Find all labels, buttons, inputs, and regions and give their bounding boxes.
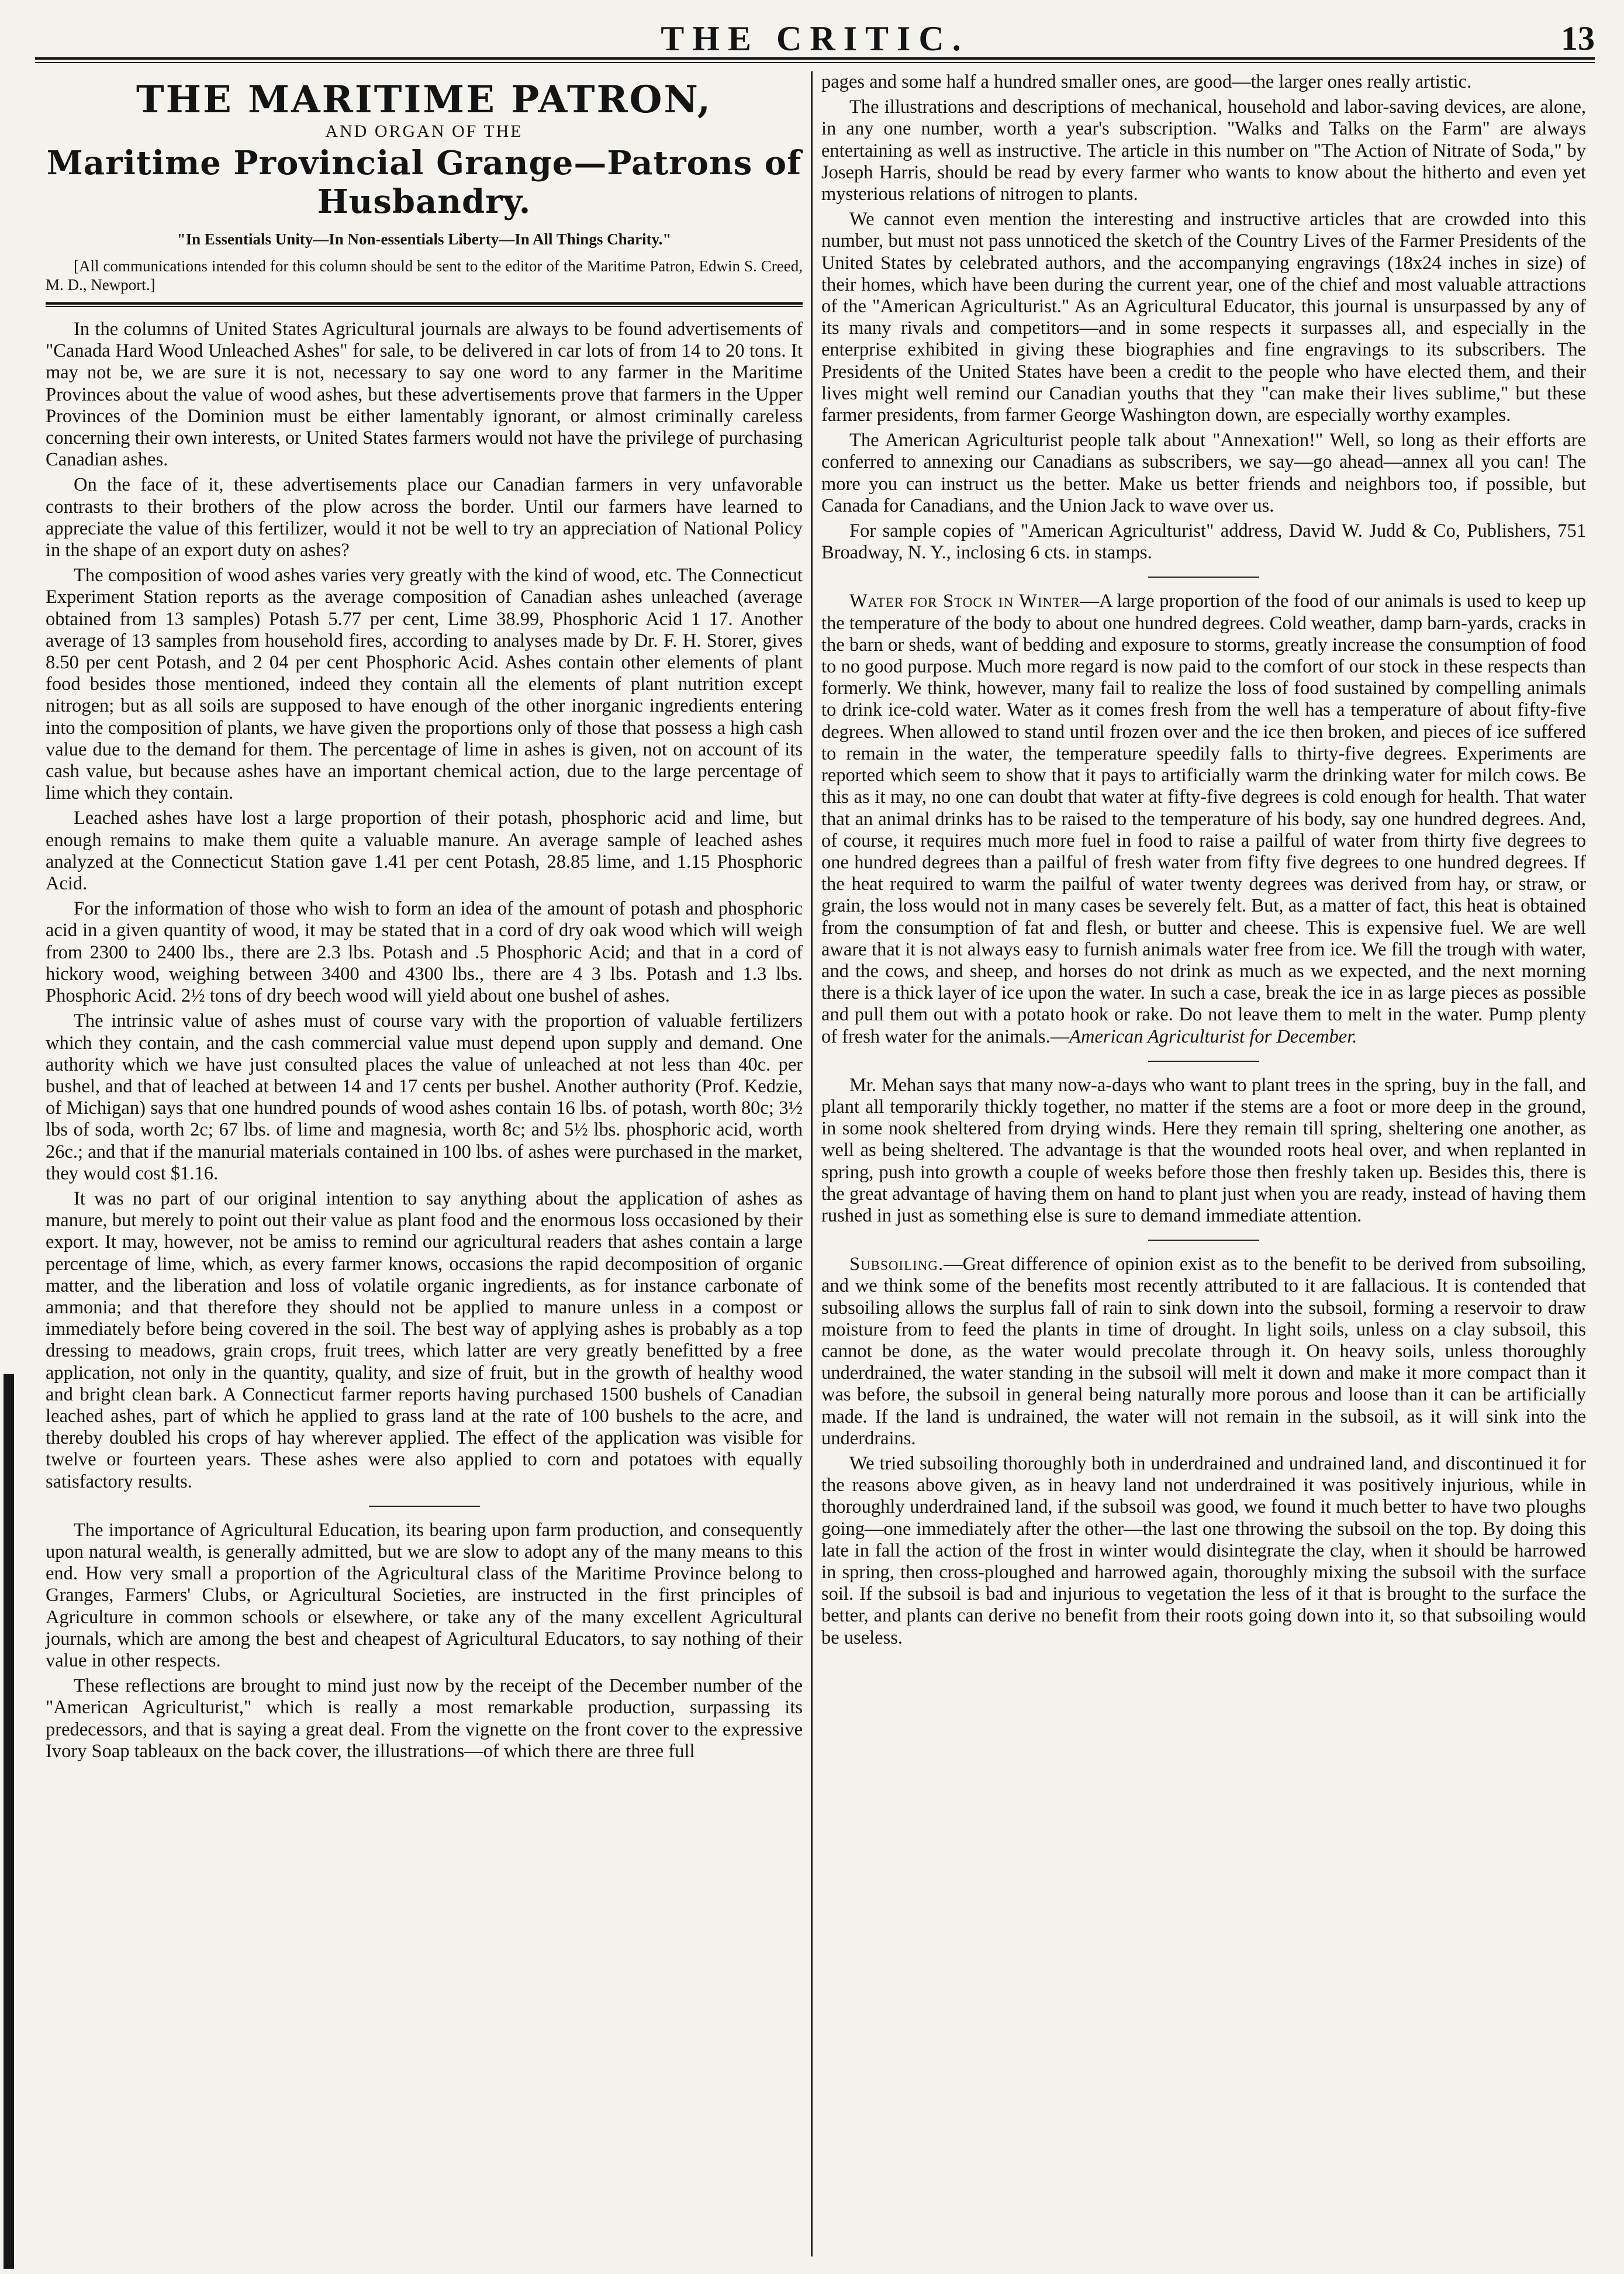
article-attribution: American Agriculturist for December. <box>1069 1026 1357 1047</box>
column-divider <box>811 71 813 2256</box>
masthead-title: THE CRITIC. <box>661 19 969 58</box>
page-header <box>35 12 1595 58</box>
article-paragraph-water-for-stock <box>821 591 1586 1047</box>
page-number: 13 <box>1561 19 1595 57</box>
right-column <box>821 71 1586 2256</box>
section-rule <box>46 302 803 305</box>
article-paragraph: It was no part of our original intention to say anything about the application of ashes as manure, but merely to point out their value as plant food and the enormous loss occasioned by their export. It may, however, not be amiss to remind our agricultural readers that ashes contain a large percentage of lime, which, as every farmer knows, occasions the rapid decomposition of organic matter, and the liberation and loss of volatile organic ingredients, as for instance carbonate of ammonia; and that therefore they should not be applied to manure unless in a compost or immediately before being covered in the soil. The best way of applying ashes is probably as a top dressing to meadows, grain crops, fruit trees, which latter are very greatly benefitted by a free application, not only in the quantity, quality, and size of fruit, but in the growth of healthy wood and bright clean bark. A Connecticut farmer reports having purchased 1500 bushels of Canadian leached ashes, part of which he applied to grass land at the rate of 100 bushels to the acre, and thereby doubled his crops of hay wherever applied. The effect of the application was visible for twelve or fourteen years. These ashes were also applied to corn and potatoes with equally satisfactory results. <box>46 1188 803 1492</box>
article-paragraph: The intrinsic value of ashes must of course vary with the proportion of valuable fertilizers which they contain, and the cash commercial value must depend upon supply and demand. One authority which we have just consulted places the value of unleached at not less than 40c. per bushel, and that of leached at between 14 and 17 cents per bushel. Another authority (Prof. Kedzie, of Michigan) says that one hundred pounds of wood ashes contain 16 lbs. of potash, worth 80c; 3½ lbs of soda, worth 2c; 67 lbs. of lime and magnesia, worth 8c; and 5½ lbs. phosphoric acid, worth 26c.; and that if the manurial materials contained in 100 lbs. of ashes were purchased in the market, they would cost $1.16. <box>46 1010 803 1184</box>
article-paragraph: Leached ashes have lost a large proportion of their potash, phosphoric acid and lime, but enough remains to make them quite a valuable manure. An average sample of leached ashes analyzed at the Connecticut Station gave 1.41 per cent Potash, 28.85 lime, and 1.15 Phosphoric Acid. <box>46 808 803 895</box>
article-text: —A large proportion of the food of our animals is used to keep up the temperature of the body to about one hundred degrees. Cold weather, damp barn-yards, cracks in the barn or sheds, want of bedding and exposure to storms, greatly increase the consumption of food to no good purpose. Much more regard is now paid to the comfort of our stock in these respects than formerly. We think, however, many fail to realize the loss of food sustained by compelling animals to drink ice-cold water. Water as it comes fresh from the well has a temperature of about fifty-five degrees. When allowed to stand until frozen over and the ice then broken, and pieces of ice suffered to remain in the water, the temperature speedily falls to thirty-five degrees. Experiments are reported which seem to show that it pays to artificially warm the drinking water for milch cows. Be this as it may, no one can doubt that water at fifty-five degrees is cold enough for health. That water that an animal drinks has to be raised to the temperature of his body, say one hundred degrees. And, of course, it requires much more fuel in food to raise a pailful of water from thirty five degrees to one hundred degrees than a pailful of fresh water from fifty five degrees to one hundred degrees. If the heat required to warm the pailful of water twenty degrees was derived from hay, or straw, or grain, the loss would not in many cases be severely felt. But, as a matter of fact, this heat is obtained from the consumption of fat and flesh, or butter and cheese. This is expensive fuel. We are well aware that it is not always easy to furnish animals water free from ice. We fill the trough with water, and the cows, and sheep, and horses do not drink as much as we expected, and the next morning there is a thick layer of ice upon the water. In such a case, break the ice in as large pieces as possible and pull them out with a potato hook or rake. Do not leave them to melt in the water. Pump plenty of fresh water for the animals.— <box>821 591 1586 1047</box>
article-separator <box>1148 1240 1259 1241</box>
article-paragraph: Mr. Mehan says that many now-a-days who want to plant trees in the spring, buy in the fall, and plant all temporarily thickly together, no matter if the stems are a foot or more deep in the ground, in some nook sheltered from drying winds. Here they remain till spring, sheltering one another, as well as being sheltered. The advantage is that the wounded roots heal over, and when replanted in spring, push into growth a couple of weeks before those then freshly taken up. Besides this, there is the great advantage of having them on hand to plant just when you are ready, instead of having them rushed in just as something else is sure to demand immediate attention. <box>821 1074 1586 1226</box>
section-motto: "In Essentials Unity—In Non-essentials Liberty—In All Things Charity." <box>177 230 672 248</box>
article-paragraph: The American Agriculturist people talk about "Annexation!" Well, so long as their efforts are conferred to annexing our Canadians as subscribers, we say—go ahead—annex all you can! The more you can instruct us the better. Make us better friends and neighbors too, if possible, but Canada for Canadians, and the Union Jack to wave over us. <box>821 430 1586 516</box>
section-rule-thin <box>46 306 803 307</box>
section-subtitle: AND ORGAN OF THE <box>325 122 523 141</box>
article-paragraph: For the information of those who wish to form an idea of the amount of potash and phosphoric acid in a given quantity of wood, it may be stated that in a cord of dry oak wood which will weigh from 2300 to 2400 lbs., there are 2.3 lbs. Potash and .5 Phosphoric Acid; and that in a cord of hickory wood, weighing between 3400 and 4300 lbs., there are 4 3 lbs. Potash and 1.3 lbs. Phosphoric Acid. 2½ tons of dry beech wood will yield about one bushel of ashes. <box>46 898 803 1007</box>
article-paragraph: We tried subsoiling thoroughly both in underdrained and undrained land, and discontinued it for the reasons above given, as in heavy land not underdrained it was positively injurious, while in thoroughly underdrained land, if the subsoil was good, we found it much better to have two ploughs going—one immediately after the other—the last one throwing the subsoil on the top. By doing this late in fall the action of the frost in winter would disintegrate the clay, when it should be harrowed in spring, then cross-ploughed and harrowed again, thoroughly mixing the subsoil with the surface soil. If the subsoil is bad and injurious to vegetation the less of it that is brought to the surface the better, and plants can derive no benefit from their roots going down into it, so that subsoiling would be useless. <box>821 1452 1586 1648</box>
article-separator <box>1148 577 1259 578</box>
article-paragraph: The importance of Agricultural Education, its bearing upon farm production, and consequently upon natural wealth, is generally admitted, but we are slow to adopt any of the many means to this end. How very small a proportion of the Agricultural class of the Maritime Province belong to Granges, Farmers' Clubs, or Agricultural Societies, are instructed in the first principles of Agriculture in common schools or elsewhere, or take any of the many excellent Agricultural journals, which are among the best and cheapest of Agricultural Educators, to say nothing of their value in other respects. <box>46 1519 803 1671</box>
section-title: THE MARITIME PATRON, <box>136 78 713 122</box>
article-separator <box>369 1506 480 1507</box>
section-blackletter-heading: Maritime Provincial Grange—Patrons of Husbandry. <box>46 144 802 221</box>
left-column <box>46 71 803 2256</box>
article-paragraph-subsoiling <box>821 1254 1586 1450</box>
article-paragraph: The illustrations and descriptions of mechanical, household and labor-saving devices, are alone, in any one number, worth a year's subscription. "Walks and Talks on the Farm" are always entertaining as well as instructive. The article in this number on "The Action of Nitrate of Soda," by Joseph Harris, should be read by every farmer who wants to know about the hitherto and even yet mysterious relations of nitrogen to plants. <box>821 96 1586 205</box>
header-rule-secondary <box>35 62 1595 63</box>
article-separator <box>1148 1061 1259 1062</box>
article-paragraph: pages and some half a hundred smaller ones, are good—the larger ones really artistic. <box>821 71 1472 92</box>
header-rule <box>35 57 1595 60</box>
run-in-heading: Water for Stock in Winter <box>849 591 1080 612</box>
editor-notice: [All communications intended for this column should be sent to the editor of the Maritime Patron, Edwin S. Creed, M. D., Newport.] <box>46 257 803 294</box>
article-paragraph: We cannot even mention the interesting and instructive articles that are crowded into this number, but must not pass unnoticed the sketch of the Country Lives of the Farmer Presidents of the United States by celebrated authors, and the accompanying engravings (18x24 inches in size) of their homes, which have been during the current year, one of the chief and most valuable attractions of the "American Agriculturist." As an Agricultural Educator, this journal is unsurpassed by any of its many rivals and competitors—and in some respects it surpasses all, and especially in the enterprise exhibited in giving these biographies and fine engravings to its subscribers. The Presidents of the United States have been a credit to the people who have elected them, and their lives might well remind our Canadian youths that they "can make their lives sublime," but these farmer presidents, from farmer George Washington down, are especially worthy examples. <box>821 209 1586 426</box>
article-text: —Great difference of opinion exist as to the benefit to be derived from subsoiling, and we think some of the benefits most recently attributed to it are fallacious. It is contended that subsoiling allows the surplus fall of rain to sink down into the subsoil, forming a reservoir to draw moisture from to feed the plants in time of drought. In light soils, unless on a clay subsoil, this cannot be done, as the water would precolate through it. On heavy soils, unless thoroughly underdrained, the water standing in the subsoil will melt it down and make it more compact than it was before, the subsoil in general being naturally more porous and loose than it can be artificially made. If the land is undrained, the water will not remain in the subsoil, as it will sink into the underdrains. <box>821 1254 1586 1449</box>
binding-edge <box>4 1374 14 2269</box>
article-paragraph: These reflections are brought to mind just now by the receipt of the December number of the "American Agriculturist," which is really a most remarkable production, surpassing its predecessors, and that is saying a great deal. From the vignette on the front cover to the expressive Ivory Soap tableaux on the back cover, the illustrations—of which there are three full <box>46 1675 803 1762</box>
article-paragraph: In the columns of United States Agricultural journals are always to be found advertisements of "Canada Hard Wood Unleached Ashes" for sale, to be delivered in car lots of from 14 to 20 tons. It may not be, we are sure it is not, necessary to say one word to any farmer in the Maritime Provinces about the value of wood ashes, but these advertisements prove that farmers in the Upper Provinces of the Dominion must be either lamentably ignorant, or almost criminally careless concerning their own interests, or United States farmers would not have the privilege of purchasing Canadian ashes. <box>46 319 803 471</box>
article-paragraph: On the face of it, these advertisements place our Canadian farmers in very unfavorable contrasts to their brothers of the plow across the border. Until our farmers have learned to appreciate the value of this fertilizer, would it not be well to try an appreciation of National Policy in the shape of an export duty on ashes? <box>46 474 803 561</box>
run-in-heading: Subsoiling. <box>849 1254 944 1275</box>
article-paragraph: The composition of wood ashes varies very greatly with the kind of wood, etc. The Connecticut Experiment Station reports as the average composition of Canadian ashes unleached (average obtained from 13 samples) Potash 5.77 per cent, Lime 38.99, Phosphoric Acid 1 17. Another average of 13 samples from household fires, according to analyses made by Dr. F. H. Storer, gives 8.50 per cent Potash, and 2 04 per cent Phosphoric Acid. Ashes contain other elements of plant food besides those mentioned, indeed they contain all the elements of plant nutrition except nitrogen; but as all soils are supposed to have enough of the other inorganic ingredients entering into the composition of plants, we have given the proportions only of those that possess a high cash value due to the demand for them. The percentage of lime in ashes is given, not on account of its cash value, but because ashes have an important chemical action, due to the large percentage of lime which they contain. <box>46 565 803 804</box>
article-paragraph: For sample copies of "American Agriculturist" address, David W. Judd & Co, Publishers, 751 Broadway, N. Y., inclosing 6 cts. in stamps. <box>821 520 1586 564</box>
